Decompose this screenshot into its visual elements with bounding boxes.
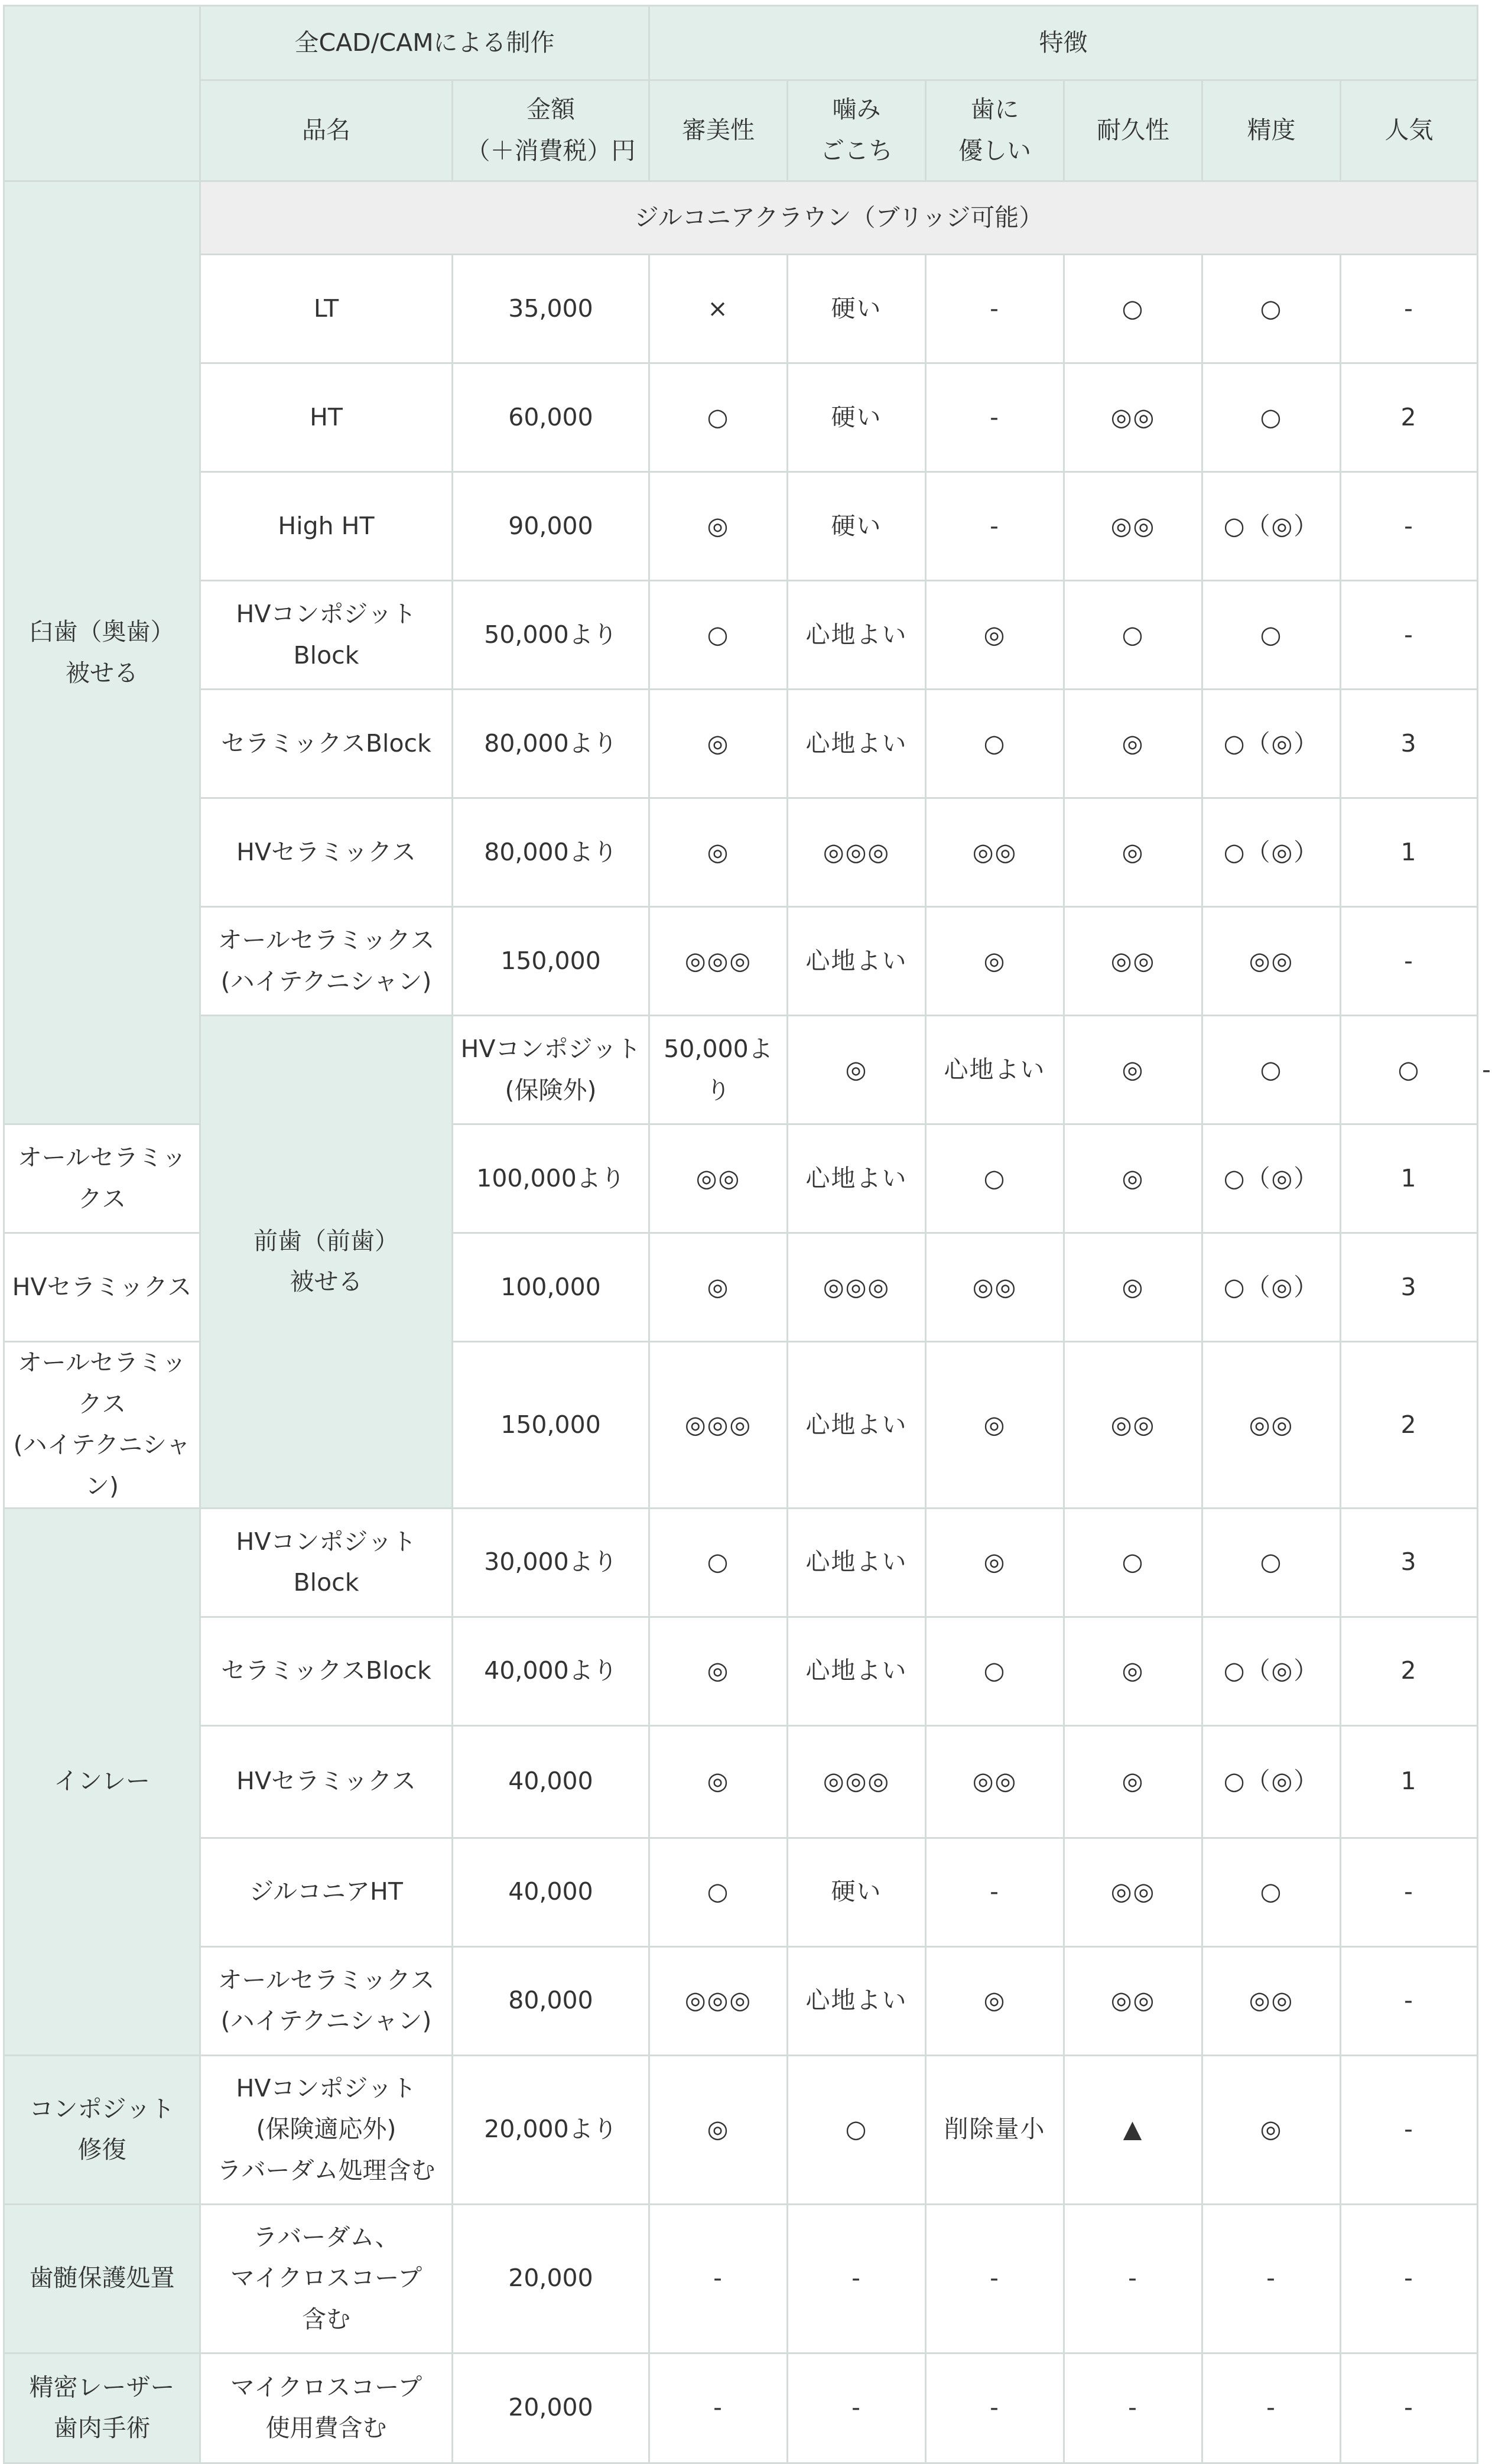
durability-cell: ◎◎ — [1064, 363, 1202, 472]
durability-cell: ◎◎ — [1064, 907, 1202, 1016]
tooth-friendly-cell: - — [926, 1838, 1064, 1946]
tooth-friendly-cell: ◎◎ — [926, 798, 1064, 907]
popularity-cell: 3 — [1341, 1508, 1478, 1617]
product-name-cell: オールセラミックス (ハイテクニシャン) — [4, 1342, 200, 1509]
price-cell: 90,000 — [453, 472, 649, 581]
precision-cell: ○ — [1202, 581, 1341, 690]
precision-cell: ◎ — [1202, 2055, 1341, 2204]
aesthetics-cell: ◎ — [649, 2055, 788, 2204]
popularity-cell: - — [1341, 472, 1478, 581]
bite-comfort-cell: 硬い — [788, 255, 926, 363]
price-cell: 20,000より — [453, 2055, 649, 2204]
precision-cell: ○（◎） — [1202, 472, 1341, 581]
durability-cell: ◎ — [1064, 1617, 1202, 1725]
aesthetics-cell: ○ — [649, 363, 788, 472]
price-cell: 40,000 — [453, 1725, 649, 1838]
popularity-cell: - — [1341, 907, 1478, 1016]
product-name-cell: HVコンポジット Block — [200, 1508, 453, 1617]
column-header-3: 噛み ごこち — [788, 80, 926, 181]
column-header-2: 審美性 — [649, 80, 788, 181]
table-row: 前歯（前歯） 被せる HVコンポジット (保険外) 50,000より ◎ 心地よい ◎ ○ ○ - — [4, 1016, 1478, 1124]
precision-cell: ○ — [1202, 1508, 1341, 1617]
durability-cell: ◎ — [1064, 690, 1202, 798]
price-table — [3, 5, 1492, 2464]
product-name-cell: HVセラミックス — [200, 798, 453, 907]
price-cell: 80,000より — [453, 690, 649, 798]
precision-cell: ○（◎） — [1202, 690, 1341, 798]
price-cell: 80,000 — [453, 1946, 649, 2055]
table-row — [4, 1946, 1478, 2055]
product-name-cell: オールセラミックス (ハイテクニシャン) — [200, 907, 453, 1016]
durability-cell: ○ — [1064, 581, 1202, 690]
popularity-cell: - — [1341, 2204, 1478, 2353]
column-header-6: 精度 — [1202, 80, 1341, 181]
aesthetics-cell: ◎ — [649, 690, 788, 798]
tooth-friendly-cell: - — [926, 255, 1064, 363]
bite-comfort-cell: ◎◎◎ — [788, 798, 926, 907]
tooth-friendly-cell: 削除量小 — [926, 2055, 1064, 2204]
price-cell: 40,000 — [453, 1838, 649, 1946]
tooth-friendly-cell: ○ — [926, 690, 1064, 798]
bite-comfort-cell: 心地よい — [788, 1342, 926, 1509]
category-label: 歯髄保護処置 — [4, 2204, 200, 2353]
header-group-features: 特徴 — [649, 6, 1478, 80]
column-header-0: 品名 — [200, 80, 453, 181]
table-row — [4, 472, 1478, 581]
popularity-cell: - — [1341, 2055, 1478, 2204]
table-row — [4, 363, 1478, 472]
popularity-cell: 1 — [1341, 1124, 1478, 1233]
popularity-cell: 1 — [1341, 798, 1478, 907]
bite-comfort-cell: 硬い — [788, 1838, 926, 1946]
tooth-friendly-cell: ○ — [926, 1124, 1064, 1233]
aesthetics-cell: ◎ — [649, 1725, 788, 1838]
durability-cell: ◎ — [1064, 1725, 1202, 1838]
tooth-friendly-cell: ◎ — [926, 1946, 1064, 2055]
bite-comfort-cell: 硬い — [788, 472, 926, 581]
product-name-cell: セラミックスBlock — [200, 1617, 453, 1725]
category-label: コンポジット 修復 — [4, 2055, 200, 2204]
bite-comfort-cell: 心地よい — [788, 690, 926, 798]
popularity-cell: 2 — [1341, 1617, 1478, 1725]
price-cell: 50,000より — [649, 1016, 788, 1124]
table-row — [4, 255, 1478, 363]
durability-cell: ◎◎ — [1064, 1838, 1202, 1946]
table-row — [4, 581, 1478, 690]
aesthetics-cell: ◎ — [649, 1233, 788, 1342]
table-row — [4, 798, 1478, 907]
precision-cell: ○ — [1202, 363, 1341, 472]
precision-cell: ◎◎ — [1202, 1342, 1341, 1509]
precision-cell: ○（◎） — [1202, 1725, 1341, 1838]
product-name-cell: マイクロスコープ 使用費含む — [200, 2353, 453, 2463]
bite-comfort-cell: ◎◎◎ — [788, 1725, 926, 1838]
price-cell: 50,000より — [453, 581, 649, 690]
product-name-cell: オールセラミックス — [4, 1124, 200, 1233]
aesthetics-cell: ◎ — [649, 1617, 788, 1725]
tooth-friendly-cell: ◎ — [926, 581, 1064, 690]
bite-comfort-cell: 硬い — [788, 363, 926, 472]
header-group-cadcam: 全CAD/CAMによる制作 — [200, 6, 649, 80]
tooth-friendly-cell: ◎◎ — [926, 1233, 1064, 1342]
bite-comfort-cell: - — [788, 2204, 926, 2353]
aesthetics-cell: ◎ — [649, 798, 788, 907]
aesthetics-cell: ○ — [649, 581, 788, 690]
header-corner — [4, 6, 200, 181]
precision-cell: ○ — [1202, 1838, 1341, 1946]
price-cell: 80,000より — [453, 798, 649, 907]
durability-cell: ◎ — [1064, 1233, 1202, 1342]
table-row — [4, 1617, 1478, 1725]
tooth-friendly-cell: ◎ — [1064, 1016, 1202, 1124]
precision-cell: ○ — [1202, 255, 1341, 363]
product-name-cell: HVコンポジット (保険外) — [453, 1016, 649, 1124]
durability-cell: ○ — [1202, 1016, 1341, 1124]
tooth-friendly-cell: ○ — [926, 1617, 1064, 1725]
precision-cell: ○（◎） — [1202, 798, 1341, 907]
durability-cell: ▲ — [1064, 2055, 1202, 2204]
column-header-7: 人気 — [1341, 80, 1478, 181]
aesthetics-cell: ◎◎◎ — [649, 1342, 788, 1509]
popularity-cell: 2 — [1341, 363, 1478, 472]
aesthetics-cell: × — [649, 255, 788, 363]
durability-cell: - — [1064, 2204, 1202, 2353]
price-cell: 100,000 — [453, 1233, 649, 1342]
popularity-cell: - — [1341, 255, 1478, 363]
product-name-cell: セラミックスBlock — [200, 690, 453, 798]
table-row — [4, 1838, 1478, 1946]
durability-cell: ○ — [1064, 1508, 1202, 1617]
aesthetics-cell: ◎◎◎ — [649, 907, 788, 1016]
price-cell: 40,000より — [453, 1617, 649, 1725]
bite-comfort-cell: 心地よい — [926, 1016, 1064, 1124]
precision-cell: ○ — [1341, 1016, 1478, 1124]
product-name-cell: HVコンポジット Block — [200, 581, 453, 690]
precision-cell: - — [1202, 2353, 1341, 2463]
precision-cell: ◎◎ — [1202, 1946, 1341, 2055]
column-header-5: 耐久性 — [1064, 80, 1202, 181]
price-cell: 150,000 — [453, 907, 649, 1016]
precision-cell: ◎◎ — [1202, 907, 1341, 1016]
durability-cell: ○ — [1064, 255, 1202, 363]
durability-cell: ◎ — [1064, 1124, 1202, 1233]
table-row — [4, 1725, 1478, 1838]
popularity-cell: - — [1341, 2353, 1478, 2463]
aesthetics-cell: ○ — [649, 1838, 788, 1946]
precision-cell: ○（◎） — [1202, 1124, 1341, 1233]
popularity-cell: - — [1341, 1946, 1478, 2055]
popularity-cell: 2 — [1341, 1342, 1478, 1509]
column-header-1: 金額 （＋消費税）円 — [453, 80, 649, 181]
bite-comfort-cell: - — [788, 2353, 926, 2463]
aesthetics-cell: ◎ — [649, 472, 788, 581]
table-row — [4, 1508, 1478, 1617]
durability-cell: ◎◎ — [1064, 1342, 1202, 1509]
tooth-friendly-cell: - — [926, 363, 1064, 472]
product-name-cell: HVセラミックス — [4, 1233, 200, 1342]
product-name-cell: オールセラミックス (ハイテクニシャン) — [200, 1946, 453, 2055]
price-cell: 60,000 — [453, 363, 649, 472]
tooth-friendly-cell: - — [926, 2353, 1064, 2463]
section-title: ジルコニアクラウン（ブリッジ可能） — [200, 181, 1478, 255]
product-name-cell: ラバーダム、 マイクロスコープ 含む — [200, 2204, 453, 2353]
durability-cell: ◎ — [1064, 798, 1202, 907]
bite-comfort-cell: 心地よい — [788, 1124, 926, 1233]
bite-comfort-cell: 心地よい — [788, 1617, 926, 1725]
product-name-cell: LT — [200, 255, 453, 363]
table-row — [4, 2353, 1478, 2463]
bite-comfort-cell: 心地よい — [788, 1946, 926, 2055]
aesthetics-cell: ◎◎◎ — [649, 1946, 788, 2055]
tooth-friendly-cell: - — [926, 472, 1064, 581]
category-label: インレー — [4, 1508, 200, 2055]
popularity-cell: 3 — [1341, 690, 1478, 798]
product-name-cell: HT — [200, 363, 453, 472]
product-name-cell: ジルコニアHT — [200, 1838, 453, 1946]
tooth-friendly-cell: - — [926, 2204, 1064, 2353]
category-label: 臼歯（奥歯） 被せる — [4, 181, 200, 1124]
table-row — [4, 2055, 1478, 2204]
durability-cell: ◎◎ — [1064, 472, 1202, 581]
precision-cell: ○（◎） — [1202, 1233, 1341, 1342]
tooth-friendly-cell: ◎ — [926, 907, 1064, 1016]
price-cell: 100,000より — [453, 1124, 649, 1233]
popularity-cell: - — [1341, 581, 1478, 690]
precision-cell: - — [1202, 2204, 1341, 2353]
price-table-body — [4, 6, 1492, 2463]
table-row — [4, 907, 1478, 1016]
popularity-cell: - — [1341, 1838, 1478, 1946]
product-name-cell: HVセラミックス — [200, 1725, 453, 1838]
popularity-cell: 3 — [1341, 1233, 1478, 1342]
aesthetics-cell: ◎ — [788, 1016, 926, 1124]
bite-comfort-cell: 心地よい — [788, 581, 926, 690]
aesthetics-cell: - — [649, 2353, 788, 2463]
tooth-friendly-cell: ◎ — [926, 1342, 1064, 1509]
bite-comfort-cell: ○ — [788, 2055, 926, 2204]
tooth-friendly-cell: ◎◎ — [926, 1725, 1064, 1838]
product-name-cell: High HT — [200, 472, 453, 581]
bite-comfort-cell: 心地よい — [788, 907, 926, 1016]
price-cell: 20,000 — [453, 2204, 649, 2353]
category-label: 前歯（前歯） 被せる — [200, 1016, 453, 1509]
table-row — [4, 690, 1478, 798]
aesthetics-cell: ◎◎ — [649, 1124, 788, 1233]
table-row — [4, 2204, 1478, 2353]
price-cell: 35,000 — [453, 255, 649, 363]
aesthetics-cell: - — [649, 2204, 788, 2353]
bite-comfort-cell: ◎◎◎ — [788, 1233, 926, 1342]
product-name-cell: HVコンポジット (保険適応外) ラバーダム処理含む — [200, 2055, 453, 2204]
popularity-cell: 1 — [1341, 1725, 1478, 1838]
bite-comfort-cell: 心地よい — [788, 1508, 926, 1617]
aesthetics-cell: ○ — [649, 1508, 788, 1617]
category-label: 精密レーザー 歯肉手術 — [4, 2353, 200, 2463]
precision-cell: ○（◎） — [1202, 1617, 1341, 1725]
price-cell: 30,000より — [453, 1508, 649, 1617]
column-header-4: 歯に 優しい — [926, 80, 1064, 181]
durability-cell: - — [1064, 2353, 1202, 2463]
tooth-friendly-cell: ◎ — [926, 1508, 1064, 1617]
price-cell: 20,000 — [453, 2353, 649, 2463]
durability-cell: ◎◎ — [1064, 1946, 1202, 2055]
price-cell: 150,000 — [453, 1342, 649, 1509]
